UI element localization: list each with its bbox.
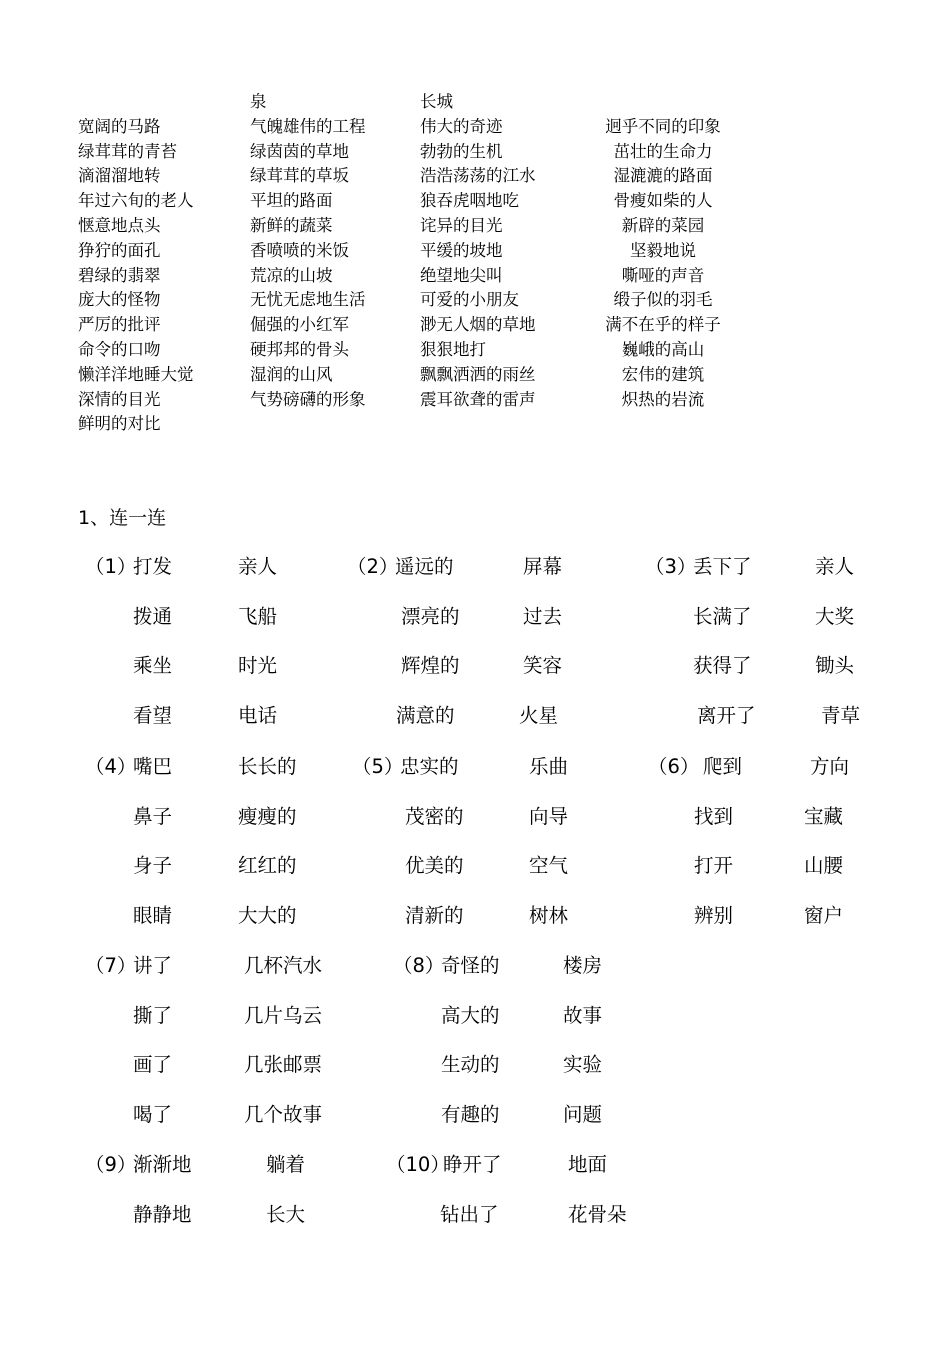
word-list-item: 平缓的坡地 [420, 240, 503, 260]
match-right-item[interactable]: 长长的 [238, 755, 297, 778]
word-list-item: 满不在乎的样子 [605, 315, 721, 335]
match-right-item[interactable]: 青草 [821, 704, 861, 728]
match-right-item[interactable]: 火星 [519, 704, 559, 728]
match-left-item[interactable]: 丢下了 [693, 555, 752, 578]
word-list-item: 巍峨的高山 [621, 340, 705, 359]
word-list-item: 鲜明的对比 [78, 414, 161, 434]
word-list-item: 碧绿的翡翠 [78, 265, 161, 285]
word-list-item: 硬邦邦的骨头 [250, 340, 349, 359]
match-right-item[interactable]: 方向 [810, 755, 850, 778]
match-left-item[interactable]: 高大的 [441, 1003, 500, 1027]
word-list-item: 新鲜的蔬菜 [250, 216, 333, 235]
word-list-item: 荒凉的山坡 [250, 265, 333, 285]
match-left-item[interactable]: 获得了 [693, 654, 752, 678]
word-list-item: 湿漉漉的路面 [613, 166, 713, 186]
match-right-item[interactable]: 几杯汽水 [244, 954, 323, 977]
match-right-item[interactable]: 大奖 [815, 604, 855, 628]
word-list-item: 长城 [420, 92, 453, 111]
word-list-item: 浩浩荡荡的江水 [420, 166, 536, 186]
word-list-item: 诧异的目光 [420, 216, 503, 235]
word-list-item: 命令的口吻 [78, 340, 161, 359]
word-list-item: 倔强的小红军 [250, 315, 349, 335]
match-right-item[interactable]: 时光 [238, 654, 278, 678]
match-left-item[interactable]: 嘴巴 [133, 755, 173, 778]
word-list-item: 伟大的奇迹 [420, 116, 503, 136]
word-list-item: 新辟的菜园 [621, 216, 705, 235]
word-list-item: 坚毅地说 [630, 240, 696, 260]
match-left-item[interactable]: 长满了 [693, 604, 752, 628]
match-right-item[interactable]: 故事 [563, 1003, 603, 1027]
word-list-item: 平坦的路面 [250, 191, 333, 211]
match-left-item[interactable]: 清新的 [405, 904, 464, 928]
match-left-item[interactable]: 茂密的 [405, 804, 464, 828]
word-list-item: 宏伟的建筑 [621, 364, 705, 384]
match-left-item[interactable]: 有趣的 [441, 1103, 500, 1127]
word-list-item: 缎子似的羽毛 [613, 290, 713, 310]
word-list-item: 气魄雄伟的工程 [250, 116, 366, 136]
match-right-item[interactable]: 锄头 [815, 654, 855, 678]
match-left-item[interactable]: 辉煌的 [401, 654, 460, 678]
match-left-item[interactable]: 讲了 [133, 954, 173, 977]
match-right-item[interactable]: 躺着 [266, 1153, 306, 1176]
word-list-item: 庞大的怪物 [78, 290, 161, 310]
word-list-item: 深情的目光 [78, 389, 161, 409]
match-left-item[interactable]: 生动的 [441, 1053, 500, 1077]
word-list-item: 狠狠地打 [420, 340, 486, 359]
match-right-item[interactable]: 宝藏 [804, 804, 844, 828]
word-list-item: 懒洋洋地睡大觉 [78, 364, 194, 384]
match-right-item[interactable]: 红红的 [238, 854, 297, 878]
match-right-item[interactable]: 几个故事 [244, 1103, 323, 1127]
word-list-item: 绝望地尖叫 [420, 265, 503, 285]
match-right-item[interactable]: 屏幕 [523, 555, 563, 578]
exercise-number: （2） [347, 555, 399, 578]
exercise-number: （1） [85, 555, 137, 578]
match-left-item[interactable]: 撕了 [133, 1003, 173, 1027]
word-list-item: 严厉的批评 [78, 315, 161, 335]
match-right-item[interactable]: 飞船 [238, 604, 278, 628]
match-right-item[interactable]: 长大 [266, 1202, 306, 1226]
match-left-item[interactable]: 爬到 [703, 755, 743, 778]
match-right-item[interactable]: 向导 [529, 804, 569, 828]
word-list-item: 可爱的小朋友 [420, 290, 519, 310]
word-list-item: 狼吞虎咽地吃 [420, 191, 519, 211]
word-list-item: 狰狞的面孔 [78, 240, 161, 260]
exercise-number: （6） [648, 755, 700, 778]
match-right-item[interactable]: 树林 [529, 904, 569, 928]
word-list-item: 惬意地点头 [78, 216, 161, 235]
exercise-number: （7） [85, 954, 137, 977]
word-list-item: 年过六旬的老人 [78, 191, 194, 211]
word-list-item: 湿润的山风 [250, 364, 333, 384]
match-right-item[interactable]: 过去 [523, 604, 563, 628]
match-left-item[interactable]: 渐渐地 [133, 1153, 192, 1176]
match-left-item[interactable]: 离开了 [697, 704, 756, 728]
match-left-item[interactable]: 鼻子 [133, 804, 173, 828]
word-list-item: 泉 [250, 92, 267, 111]
match-right-item[interactable]: 乐曲 [529, 755, 569, 778]
word-list-item: 飘飘洒洒的雨丝 [420, 364, 536, 384]
match-left-item[interactable]: 遥远的 [395, 555, 454, 578]
word-list-item: 勃勃的生机 [420, 141, 503, 161]
match-left-item[interactable]: 优美的 [405, 854, 464, 878]
word-list-item: 绿茸茸的草坂 [250, 166, 349, 186]
match-left-item[interactable]: 奇怪的 [441, 954, 500, 977]
match-left-item[interactable]: 眼睛 [133, 904, 173, 928]
match-left-item[interactable]: 静静地 [133, 1202, 192, 1226]
match-right-item[interactable]: 山腰 [804, 854, 844, 878]
word-list-item: 无忧无虑地生活 [250, 290, 366, 310]
match-left-item[interactable]: 打开 [694, 854, 734, 878]
word-list-item: 绿茵茵的草地 [250, 141, 349, 161]
word-list-item: 绿茸茸的青苔 [78, 141, 177, 161]
match-left-item[interactable]: 看望 [133, 704, 173, 728]
match-right-item[interactable]: 瘦瘦的 [238, 804, 297, 828]
match-left-item[interactable]: 漂亮的 [401, 604, 460, 628]
match-left-item[interactable]: 拨通 [133, 604, 173, 628]
match-right-item[interactable]: 电话 [238, 704, 278, 728]
word-list-item: 迥乎不同的印象 [605, 116, 721, 136]
word-list-item: 滴溜溜地转 [78, 166, 161, 186]
match-left-item[interactable]: 辨别 [694, 904, 734, 928]
match-right-item[interactable]: 实验 [563, 1053, 603, 1077]
section-title: 1、连一连 [78, 507, 167, 529]
word-list-item: 香喷喷的米饭 [250, 240, 349, 260]
word-list-item: 震耳欲聋的雷声 [420, 389, 536, 409]
match-right-item[interactable]: 亲人 [815, 555, 855, 578]
match-left-item[interactable]: 忠实的 [400, 755, 459, 778]
match-right-item[interactable]: 空气 [529, 854, 569, 878]
match-right-item[interactable]: 几张邮票 [244, 1053, 323, 1077]
word-list-item: 茁壮的生命力 [613, 141, 713, 161]
word-list-item: 宽阔的马路 [78, 116, 161, 136]
word-list-item: 嘶哑的声音 [621, 265, 705, 285]
word-list-item: 气势磅礴的形象 [250, 389, 366, 409]
match-right-item[interactable]: 几片乌云 [244, 1003, 323, 1027]
match-right-item[interactable]: 楼房 [563, 954, 603, 977]
word-list-item: 渺无人烟的草地 [420, 315, 536, 335]
exercise-number: （3） [645, 555, 697, 578]
match-right-item[interactable]: 窗户 [804, 904, 844, 928]
word-list-item: 骨瘦如柴的人 [613, 191, 713, 211]
match-left-item[interactable]: 找到 [694, 804, 734, 828]
match-left-item[interactable]: 满意的 [396, 704, 455, 728]
match-right-item[interactable]: 花骨朵 [568, 1202, 627, 1226]
match-left-item[interactable]: 画了 [133, 1053, 173, 1077]
match-left-item[interactable]: 钻出了 [440, 1202, 499, 1226]
match-left-item[interactable]: 身子 [133, 854, 173, 878]
exercise-number: （5） [352, 755, 404, 778]
exercise-number: （4） [85, 755, 137, 778]
match-left-item[interactable]: 乘坐 [133, 654, 173, 678]
exercise-number: （8） [393, 954, 445, 977]
word-list-item: 炽热的岩流 [621, 389, 705, 409]
match-right-item[interactable]: 笑容 [523, 654, 563, 678]
match-right-item[interactable]: 地面 [568, 1153, 608, 1176]
match-left-item[interactable]: 喝了 [133, 1103, 173, 1127]
match-right-item[interactable]: 亲人 [238, 555, 278, 578]
exercise-number: （9） [85, 1153, 137, 1176]
match-left-item[interactable]: 睁开了 [443, 1153, 502, 1176]
match-left-item[interactable]: 打发 [133, 555, 173, 578]
exercise-number: （10） [386, 1153, 450, 1176]
match-right-item[interactable]: 大大的 [238, 904, 297, 928]
match-right-item[interactable]: 问题 [563, 1103, 603, 1127]
